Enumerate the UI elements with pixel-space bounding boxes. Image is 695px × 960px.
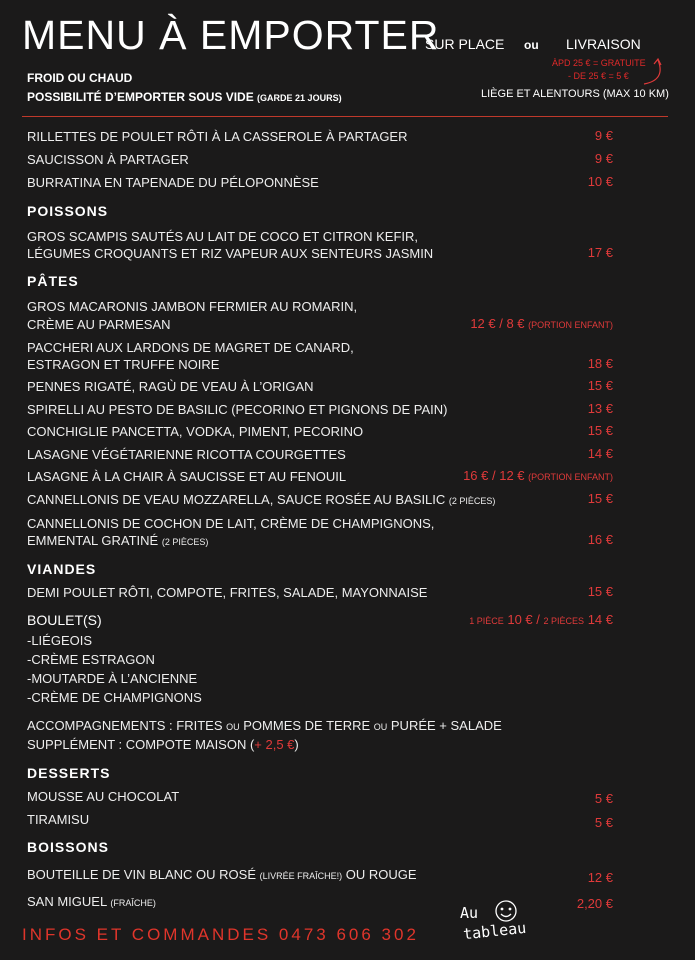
delivery-fee-note: - DE 25 € = 5 € [568,71,629,81]
item-text: EMMENTAL GRATINÉ [27,533,159,548]
accomp-text: ACCOMPAGNEMENTS : FRITES [27,718,223,733]
menu-item-price: 15 € [587,378,613,393]
restaurant-logo [455,890,555,950]
menu-item-line2: LÉGUMES CROQUANTS ET RIZ VAPEUR AUX SENTEURS JASMIN [27,246,434,261]
menu-item-price: 13 € [587,401,613,416]
section-title-viandes: VIANDES [27,561,97,577]
menu-item-price [470,316,613,331]
menu-item: SPIRELLI AU PESTO DE BASILIC (PECORINO ET PIGNONS DE PAIN) [27,402,448,417]
item-note: (2 PIÈCES) [448,496,496,506]
menu-item-price: 5 € [594,815,613,830]
price-note: 1 PIÈCE [469,616,504,626]
menu-item [27,866,417,885]
supplement [27,736,299,753]
delivery-area: LIÈGE ET ALENTOURS (MAX 10 KM) [481,88,669,100]
menu-item-price: 15 € [587,491,613,506]
price-value: 14 € [587,612,613,627]
menu-item: CANNELLONIS DE COCHON DE LAIT, CRÈME DE CHAMPIGNONS, [27,516,435,531]
price-value: 10 € [507,612,533,627]
boulets-option: -LIÉGEOIS [27,633,93,648]
sous-vide-text: POSSIBILITÉ D’EMPORTER SOUS VIDE [27,90,254,104]
menu-item: DEMI POULET RÔTI, COMPOTE, FRITES, SALADE, MAYONNAISE [27,585,428,600]
supplement-price: + 2,5 € [254,737,295,752]
menu-item-price: 15 € [587,584,613,599]
logo-bottom-text: tableau [462,918,527,944]
page-title: MENU À EMPORTER [22,12,440,58]
price-value: 16 € / 12 € [463,468,525,483]
menu-item: PACCHERI AUX LARDONS DE MAGRET DE CANARD, [27,340,354,355]
price-note: (PORTION ENFANT) [528,472,613,482]
menu-item: LASAGNE À LA CHAIR À SAUCISSE ET AU FENOUIL [27,469,347,484]
menu-item-price: 2,20 € [576,896,613,911]
menu-item: GROS SCAMPIS SAUTÉS AU LAIT DE COCO ET CITRON KEFIR, [27,229,419,244]
menu-item-price: 18 € [587,356,613,371]
menu-item: RILLETTES DE POULET RÔTI À LA CASSEROLE À PARTAGER [27,129,408,144]
section-title-desserts: DESSERTS [27,765,111,781]
item-text: CANNELLONIS DE VEAU MOZZARELLA, SAUCE ROSÉE AU BASILIC [27,492,446,507]
menu-item [27,491,495,510]
menu-item-price: 10 € [587,174,613,189]
boulets-option: -CRÈME DE CHAMPIGNONS [27,690,202,705]
logo-top-text: Au [460,904,479,922]
menu-item [27,893,156,912]
menu-item-price: 9 € [594,128,613,143]
menu-item: TIRAMISU [27,812,90,827]
item-note: (2 PIÈCES) [161,537,209,547]
accomp-or: OU [373,722,388,732]
menu-item-price: 16 € [587,532,613,547]
menu-item: BURRATINA EN TAPENADE DU PÉLOPONNÈSE [27,175,319,190]
menu-item-price: 5 € [594,791,613,806]
item-text: BOUTEILLE DE VIN BLANC OU ROSÉ [27,867,257,882]
menu-item: CONCHIGLIE PANCETTA, VODKA, PIMENT, PECORINO [27,424,364,439]
menu-item-price [463,468,613,483]
option-sur-place: SUR PLACE [425,36,505,52]
boulets-option: -MOUTARDE À L’ANCIENNE [27,671,198,686]
accomp-text: POMMES DE TERRE [243,718,371,733]
price-note: 2 PIÈCES [543,616,585,626]
option-or: ou [524,38,539,52]
option-livraison: LIVRAISON [566,36,641,52]
supplement-text: SUPPLÉMENT : COMPOTE MAISON ( [27,737,255,752]
subtitle-sous-vide [27,90,342,104]
menu-item-price: 14 € [587,446,613,461]
header-divider [22,116,668,117]
section-title-pates: PÂTES [27,273,79,289]
menu-item: LASAGNE VÉGÉTARIENNE RICOTTA COURGETTES [27,447,346,462]
menu-item-price: 17 € [587,245,613,260]
menu-item-line2: ESTRAGON ET TRUFFE NOIRE [27,357,220,372]
price-value: 12 € / 8 € [470,316,525,331]
supplement-end: ) [294,737,299,752]
accomp-or: OU [226,722,240,732]
menu-item-line2 [27,532,208,551]
menu-item: SAUCISSON À PARTAGER [27,152,189,167]
price-separator: / [536,612,540,627]
menu-item-line2: CRÈME AU PARMESAN [27,317,171,332]
delivery-free-note: ÀPD 25 € = GRATUITE [552,58,646,68]
price-note: (PORTION ENFANT) [528,320,613,330]
item-note: (FRAÎCHE) [110,898,156,908]
item-note: (LIVRÉE FRAÎCHE!) [259,871,343,881]
item-text: SAN MIGUEL [27,894,107,909]
accomp-text: PURÉE + SALADE [390,718,502,733]
menu-item: GROS MACARONIS JAMBON FERMIER AU ROMARIN, [27,299,358,314]
menu-item: PENNES RIGATÉ, RAGÙ DE VEAU À L’ORIGAN [27,379,314,394]
menu-item-price: 12 € [587,870,613,885]
accompaniments [27,717,502,736]
boulets-price [469,612,613,627]
menu-item-price: 15 € [587,423,613,438]
curved-arrow-icon [640,56,668,90]
subtitle-froid-chaud: FROID OU CHAUD [27,71,133,85]
section-title-boissons: BOISSONS [27,839,109,855]
boulets-title: BOULET(S) [27,612,102,628]
item-text: OU ROUGE [345,867,417,882]
sous-vide-note: (GARDE 21 JOURS) [257,93,342,103]
menu-item: MOUSSE AU CHOCOLAT [27,789,180,804]
boulets-option: -CRÈME ESTRAGON [27,652,155,667]
contact-footer: INFOS ET COMMANDES 0473 606 302 [22,925,419,944]
menu-item-price: 9 € [594,151,613,166]
section-title-poissons: POISSONS [27,203,109,219]
